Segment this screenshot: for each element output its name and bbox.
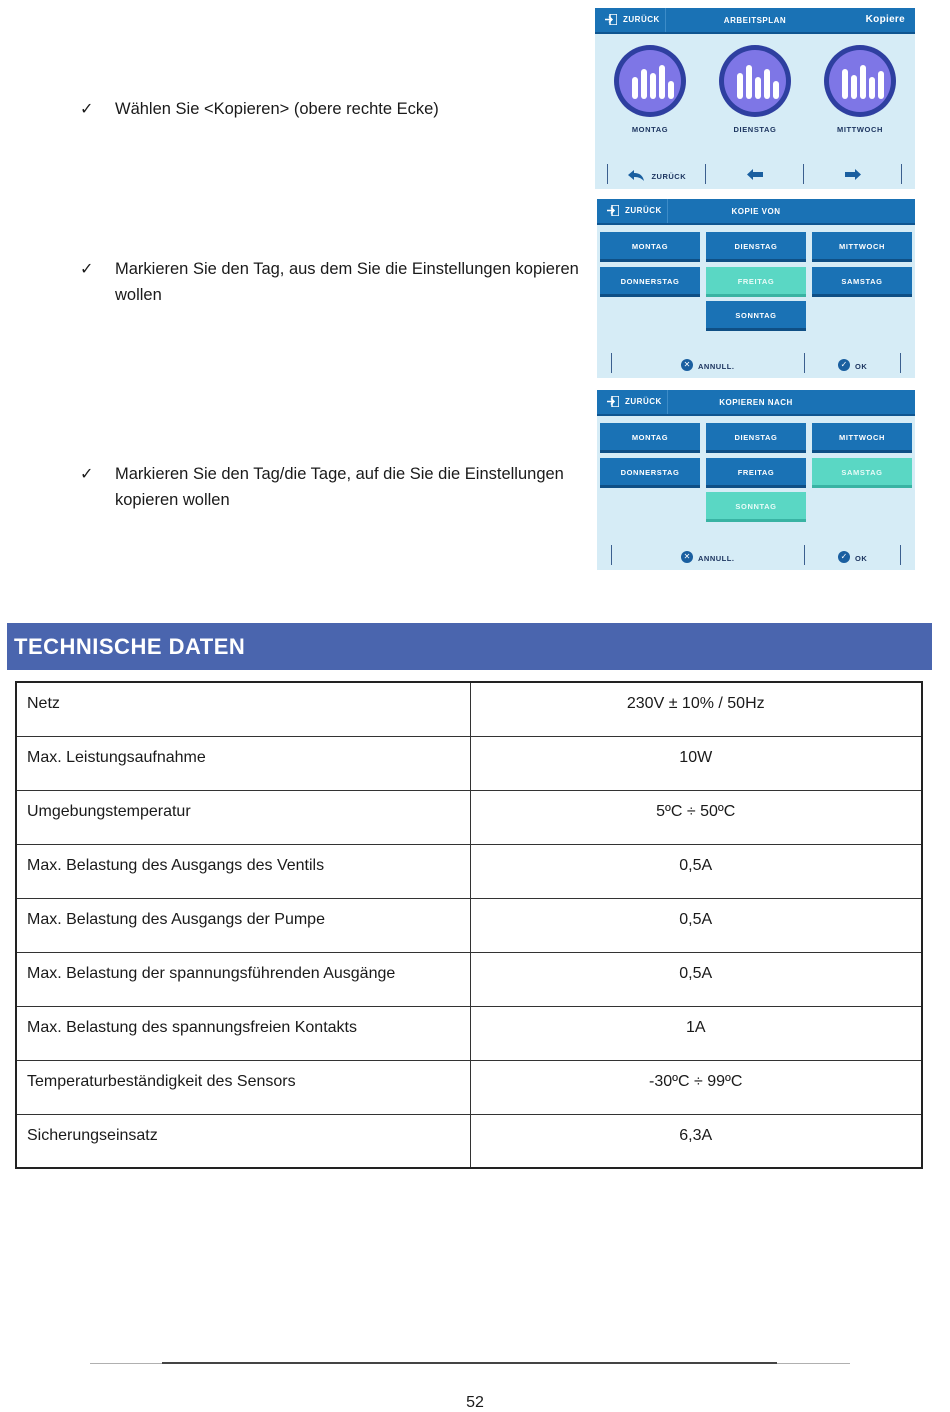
ok-button[interactable] <box>838 356 867 374</box>
spec-value: 0,5A <box>470 952 922 1006</box>
day-label-mittwoch: MITTWOCH <box>836 125 884 134</box>
day-button-samstag[interactable]: SAMSTAG <box>812 267 912 297</box>
step-1-text: Wählen Sie <Kopieren> (obere rechte Ecke) <box>115 100 439 118</box>
day-button-freitag[interactable]: FREITAG <box>706 458 806 488</box>
spec-value: 1A <box>470 1006 922 1060</box>
day-button-mittwoch[interactable]: MITTWOCH <box>812 423 912 453</box>
page-number: 52 <box>466 1394 484 1411</box>
close-icon: ✕ <box>681 551 693 563</box>
cancel-label: ANNULL. <box>698 554 735 563</box>
day-button-donnerstag[interactable]: DONNERSTAG <box>600 458 700 488</box>
day-button-montag[interactable]: MONTAG <box>600 423 700 453</box>
day-button-donnerstag[interactable]: DONNERSTAG <box>600 267 700 297</box>
screen-title: ARBEITSPLAN <box>723 16 787 25</box>
day-button-sonntag-selected[interactable]: SONNTAG <box>706 492 806 522</box>
screen-bottom-bar <box>597 348 915 378</box>
ok-label: OK <box>855 554 868 563</box>
table-row <box>16 682 922 736</box>
arrow-right-icon[interactable] <box>845 169 861 180</box>
day-button-montag[interactable]: MONTAG <box>600 232 700 262</box>
day-button-freitag-selected[interactable]: FREITAG <box>706 267 806 297</box>
day-label-dienstag: DIENSTAG <box>733 125 777 134</box>
table-row <box>16 1006 922 1060</box>
spec-label: Max. Belastung des Ausgangs des Ventils <box>16 844 470 898</box>
screen-header <box>597 199 915 225</box>
checkmark-icon: ✓ <box>80 259 94 278</box>
spec-label: Max. Belastung des Ausgangs der Pumpe <box>16 898 470 952</box>
spec-label: Max. Leistungsaufnahme <box>16 736 470 790</box>
screen-title: KOPIEREN NACH <box>719 398 793 407</box>
table-row <box>16 844 922 898</box>
spec-label: Sicherungseinsatz <box>16 1114 470 1168</box>
cancel-button[interactable] <box>681 548 734 566</box>
bottom-back-label: ZURÜCK <box>651 172 687 181</box>
spec-table <box>15 681 923 1169</box>
section-heading: TECHNISCHE DATEN <box>7 623 932 670</box>
spec-value: 0,5A <box>470 898 922 952</box>
bar-chart-icon <box>724 50 786 112</box>
return-arrow-icon <box>627 169 645 182</box>
screen-header <box>595 8 915 34</box>
cancel-label: ANNULL. <box>698 362 735 371</box>
day-button-mittwoch[interactable]: MITTWOCH <box>812 232 912 262</box>
table-row <box>16 790 922 844</box>
spec-value: -30ºC ÷ 99ºC <box>470 1060 922 1114</box>
day-icon-mittwoch[interactable] <box>824 45 896 117</box>
screen-kopie-von <box>597 199 915 378</box>
table-row <box>16 736 922 790</box>
spec-value: 230V ± 10% / 50Hz <box>470 682 922 736</box>
day-icon-dienstag[interactable] <box>719 45 791 117</box>
spec-value: 6,3A <box>470 1114 922 1168</box>
ok-label: OK <box>855 362 868 371</box>
spec-label: Max. Belastung des spannungsfreien Kontakts <box>16 1006 470 1060</box>
bar-chart-icon <box>829 50 891 112</box>
cancel-button[interactable] <box>681 356 734 374</box>
ok-button[interactable] <box>838 548 867 566</box>
table-row <box>16 952 922 1006</box>
screen-bottom-bar <box>597 540 915 570</box>
close-icon: ✕ <box>681 359 693 371</box>
check-circle-icon: ✓ <box>838 551 850 563</box>
table-row <box>16 1114 922 1168</box>
spec-value: 5ºC ÷ 50ºC <box>470 790 922 844</box>
back-label: ZURÜCK <box>625 206 662 215</box>
screen-title: KOPIE VON <box>731 207 781 216</box>
bar-chart-icon <box>619 50 681 112</box>
day-button-samstag-selected[interactable]: SAMSTAG <box>812 458 912 488</box>
spec-label: Temperaturbeständigkeit des Sensors <box>16 1060 470 1114</box>
table-row <box>16 898 922 952</box>
bottom-back-button[interactable] <box>627 167 687 185</box>
step-2-text: Markieren Sie den Tag, aus dem Sie die Einstellungen kopieren wollen <box>115 260 579 304</box>
day-button-dienstag[interactable]: DIENSTAG <box>706 423 806 453</box>
spec-label: Max. Belastung der spannungsführenden Ausgänge <box>16 952 470 1006</box>
day-icon-montag[interactable] <box>614 45 686 117</box>
back-label: ZURÜCK <box>625 397 662 406</box>
day-label-montag: MONTAG <box>631 125 669 134</box>
step-3-text: Markieren Sie den Tag/die Tage, auf die Sie die Einstellungen kopieren wollen <box>115 465 564 509</box>
table-row <box>16 1060 922 1114</box>
day-button-sonntag[interactable]: SONNTAG <box>706 301 806 331</box>
footer-divider-bold <box>162 1362 777 1364</box>
screen-arbeitsplan <box>595 8 915 189</box>
back-label: ZURÜCK <box>623 15 660 24</box>
spec-label: Netz <box>16 682 470 736</box>
spec-label: Umgebungstemperatur <box>16 790 470 844</box>
checkmark-icon: ✓ <box>80 464 94 483</box>
day-button-dienstag[interactable]: DIENSTAG <box>706 232 806 262</box>
screen-bottom-bar <box>595 159 915 189</box>
screen-header <box>597 390 915 416</box>
spec-value: 10W <box>470 736 922 790</box>
screen-kopieren-nach <box>597 390 915 570</box>
checkmark-icon: ✓ <box>80 99 94 118</box>
arrow-left-icon[interactable] <box>747 169 763 180</box>
check-circle-icon: ✓ <box>838 359 850 371</box>
spec-value: 0,5A <box>470 844 922 898</box>
copy-button[interactable]: Kopiere <box>865 14 905 25</box>
